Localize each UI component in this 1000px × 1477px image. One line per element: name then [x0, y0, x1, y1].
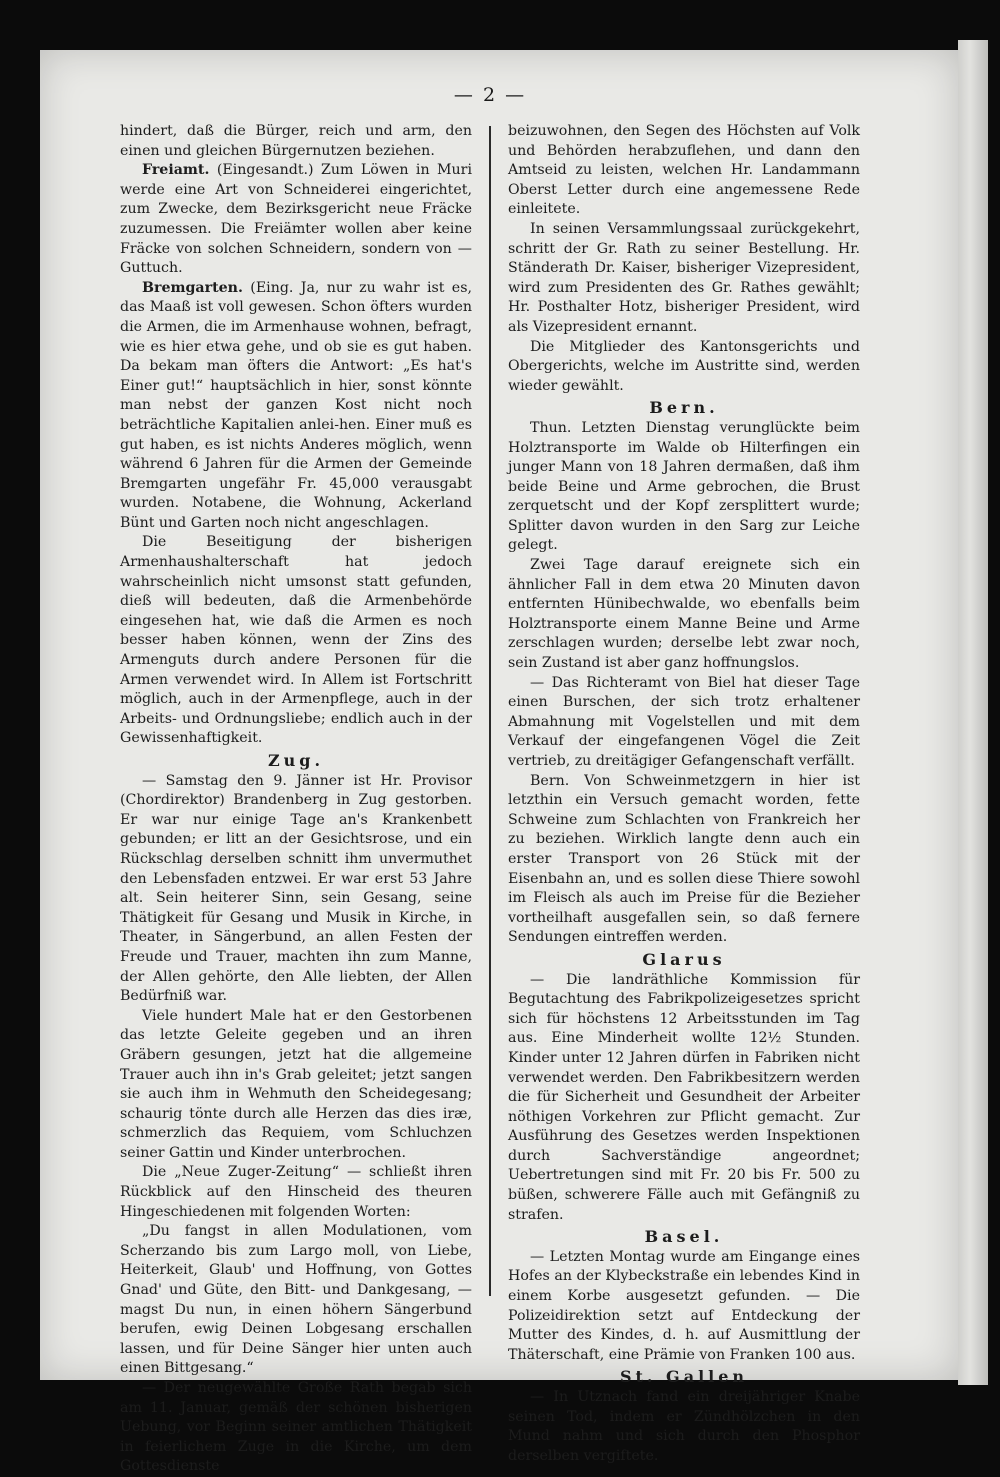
section-heading-glarus: Glarus	[642, 949, 726, 969]
article-bremgarten	[120, 279, 472, 534]
section-heading-zug: Zug.	[267, 751, 325, 770]
paragraph: — Der neugewählte Große Rath begab sich am 11. Januar, gemäß der schönen bisherigen Uebung, vor Beginn seiner amtlichen Thätigkeit in feierlichem Zuge in die Kirche, um dem Gottesdienste	[120, 1380, 472, 1475]
left-column	[120, 122, 472, 1477]
paragraph: Thun. Letzten Dienstag verunglückte beim Holztransporte im Walde ob Hilterfingen ein junger Mann von 18 Jahren dermaßen, daß ihm beide Beine und Arme gebrochen, die Brust zerquetscht und der Kopf zersplittert wurde; Splitter davon wurden in den Sarg zur Leiche gelegt.	[508, 419, 860, 554]
quote: „Du fangst in allen Modulationen, vom Scherzando bis zum Largo moll, von Liebe, Heiterkeit, Glaub' und Hoffnung, von Gottes Gnad' und Güte, den Bitt- und Dankgesang, — magst Du nun, in einen höhern Sängerbund berufen, ewig Deinen Lobgesang erschallen lassen, und für Deine Sänger hier unten auch einen Bittgesang.“	[120, 1223, 472, 1377]
paragraph: Viele hundert Male hat er den Gestorbenen das letzte Geleite gegeben und an ihren Gräbern gesungen, jetzt hat die allgemeine Trauer auch ihn in's Grab geleitet; jetzt sangen sie auch ihm in Wehmuth den Scheidegesang; schaurig tönte durch alle Herzen das dies iræ, schmerzlich das Requiem, vom Schluchzen seiner Gattin und Kinder unterbrochen.	[120, 1007, 472, 1161]
paragraph: (Eing. Ja, nur zu wahr ist es, das Maaß ist voll gewesen. Schon öfters wurden die Armen, die im Armenhause wohnen, befragt, wie es hier etwa gehe, und ob sie es gut haben. Da bekam man öfters die Antwort: „Es hat's Einer gut!“ hauptsächlich in hier, sonst könnte man nebst der ganzen Kost nicht noch beträchtliche Kapitalien anlei-hen. Einer muß es gut haben, es ist nichts Anderes möglich, wenn während 6 Jahren für die Armen der Gemeinde Bremgarten ungefähr Fr. 45,000 verausgabt wurden. Notabene, die Wohnung, Ackerland Bünt und Garten noch nicht angeschlagen.	[120, 279, 472, 531]
page-number: — 2 —	[453, 84, 527, 106]
paragraph: — Das Richteramt von Biel hat dieser Tage einen Burschen, der sich trotz erhaltener Abmahnung mit Vogelstellen und mit dem Verkauf der eingefangenen Vögel die Zeit vertrieb, zu dreitägiger Gefangenschaft verfällt.	[508, 674, 860, 769]
section-heading-basel: Basel.	[644, 1227, 724, 1247]
paragraph: beizuwohnen, den Segen des Höchsten auf Volk und Behörden herabzuflehen, und dann den Amtseid zu leisten, welchen Hr. Landammann Oberst Letter durch eine angemessene Rede einleitete.	[508, 123, 860, 218]
paragraph: (Eingesandt.) Zum Löwen in Muri werde eine Art von Schneiderei eingerichtet, zum Zwecke, dem Bezirksgericht neue Fräcke zuzumessen. Die Freiämter wollen aber keine Fräcke von solchen Schneidern, sondern von — Guttuch.	[120, 162, 472, 277]
column-rule	[489, 126, 491, 1296]
paragraph: Die „Neue Zuger-Zeitung“ — schließt ihren Rückblick auf den Hinscheid des theuren Hingeschiedenen mit folgenden Worten:	[120, 1164, 472, 1220]
paragraph: Die Beseitigung der bisherigen Armenhaushalterschaft hat jedoch wahrscheinlich nicht umsonst statt gefunden, dieß will bedeuten, daß die Armenbehörde eingesehen hat, wie daß die Armen es noch besser haben können, wenn der Zins des Armenguts durch andere Personen für die Armen verwendet wird. In Allem ist Fortschritt möglich, auch in der Armenpflege, auch in der Arbeits- und Ordnungsliebe; endlich auch in der Gewissenhaftigkeit.	[120, 534, 472, 747]
paragraph: Zwei Tage darauf ereignete sich ein ähnlicher Fall in dem etwa 20 Minuten davon entfernten Hünibechwalde, wo ebenfalls beim Holztransporte einem Manne Beine und Arme zerschlagen wurden; derselbe lebt zwar noch, sein Zustand ist aber ganz hoffnungslos.	[508, 557, 860, 672]
paragraph: Die Mitglieder des Kantonsgerichts und Obergerichts, welche im Austritte sind, werden wieder gewählt.	[508, 338, 860, 394]
paragraph: Bern. Von Schweinmetzgern in hier ist letzthin ein Versuch gemacht worden, fette Schweine zum Schlachten von Frankreich her zu beziehen. Wirklich langte denn auch ein erster Transport von 26 Stück mit der Eisenbahn an, und es sollen diese Thiere sowohl im Fleisch als auch im Preise für die Bezieher vortheilhaft ausgefallen sein, so daß fernere Sendungen eintreffen werden.	[508, 772, 860, 946]
article-freiamt	[120, 161, 472, 279]
section-heading-bern: Bern.	[649, 398, 719, 418]
right-column	[508, 122, 860, 1466]
paragraph: — Letzten Montag wurde am Eingange eines Hofes an der Klybeckstraße ein lebendes Kind in einem Korbe ausgesetzt gefunden. — Die Polizeidirektion setzt auf Entdeckung der Mutter des Kindes, d. h. auf Ausmittlung der Thäterschaft, eine Prämie von Franken 100 aus.	[508, 1248, 860, 1363]
paragraph: In seinen Versammlungssaal zurückgekehrt, schritt der Gr. Rath zu seiner Bestellung. Hr. Ständerath Dr. Kaiser, bisheriger Vizepresident, wird zum Presidenten des Gr. Rathes gewählt; Hr. Posthalter Hotz, bisheriger President, wird als Vizepresident ernannt.	[508, 220, 860, 335]
section-heading: Bremgarten.	[142, 279, 243, 296]
section-heading: Freiamt.	[142, 162, 210, 179]
paragraph: — In Utznach fand ein dreijähriger Knabe seinen Tod, indem er Zündhölzchen in den Mund nahm und sich durch den Phosphor derselben vergiftete.	[508, 1389, 860, 1464]
paragraph: hindert, daß die Bürger, reich und arm, den einen und gleichen Bürgernutzen beziehen.	[120, 123, 472, 159]
book-spine	[958, 40, 988, 1385]
section-heading-st-gallen: St. Gallen	[619, 1367, 749, 1387]
paragraph: — Die landräthliche Kommission für Begutachtung des Fabrikpolizeigesetzes spricht sich für höchstens 12 Arbeitsstunden im Tag aus. Eine Minderheit wollte 12½ Stunden. Kinder unter 12 Jahren dürfen in Fabriken nicht verwendet werden. Den Fabrikbesitzern werden die für Sicherheit und Gesundheit der Arbeiter nöthigen Vorkehren zur Pflicht gemacht. Zur Ausführung des Gesetzes werden Inspektionen durch Sachverständige angeordnet; Uebertretungen sind mit Fr. 20 bis Fr. 500 zu büßen, schwerere Fälle auch mit Gefängniß zu strafen.	[508, 971, 860, 1223]
paragraph: — Samstag den 9. Jänner ist Hr. Provisor (Chordirektor) Brandenberg in Zug gestorben. Er war nur einige Tage an's Krankenbett gebunden; er litt an der Gesichtsrose, und ein Rückschlag derselben schnitt ihm unvermuthet den Lebensfaden entzwei. Er war erst 53 Jahre alt. Sein heiterer Sinn, sein Gesang, seine Thätigkeit für Gesang und Musik in Kirche, in Theater, in Sängerbund, an allen Festen der Freude und Trauer, machten ihn zum Manne, der Allen gehörte, den Alle liebten, der Allen Bedürfniß war.	[120, 772, 472, 1005]
